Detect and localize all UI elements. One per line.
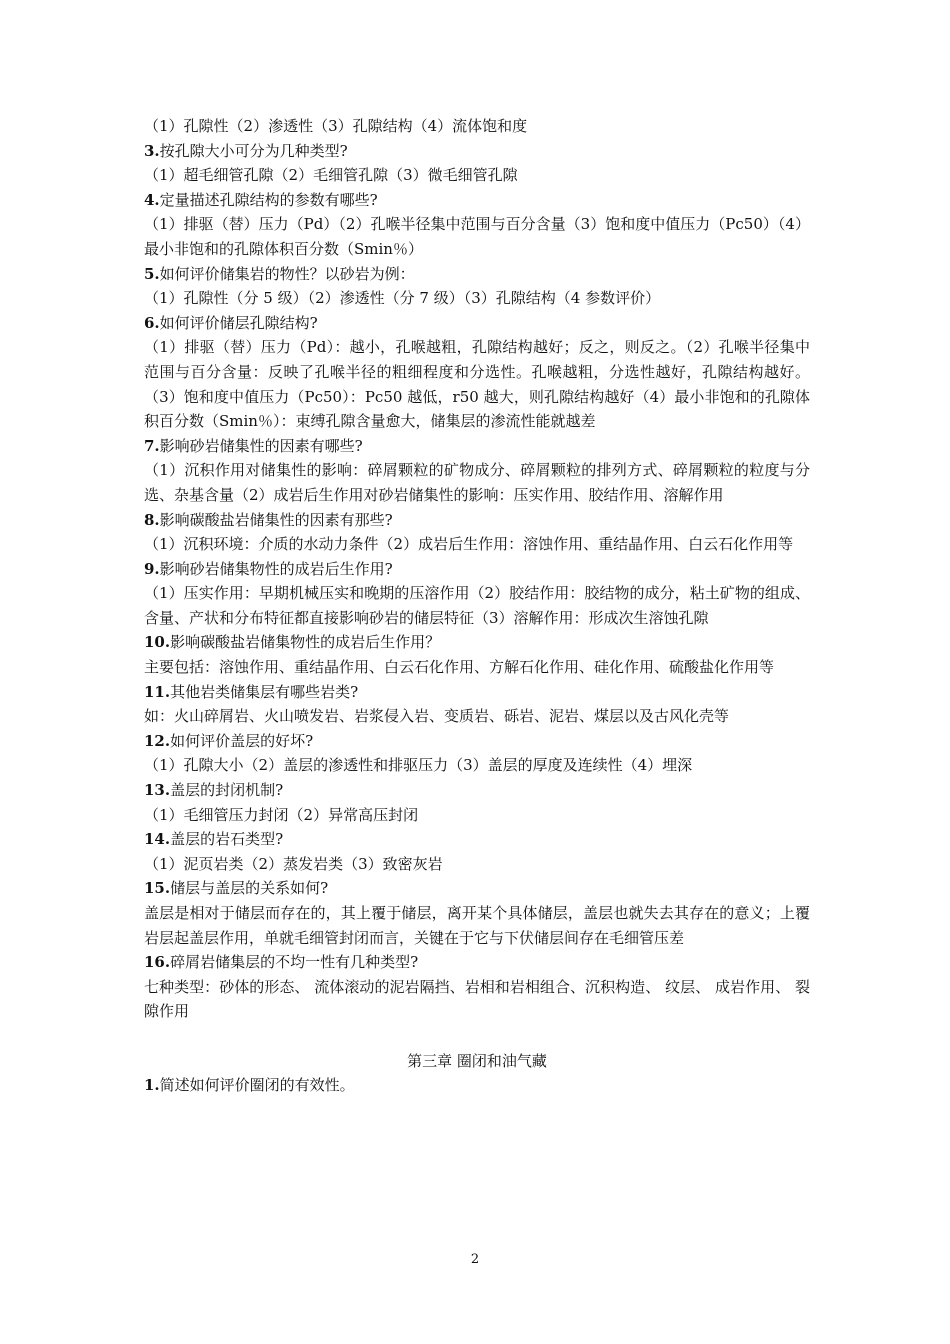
question-text: 影响砂岩储集物性的成岩后生作用? xyxy=(159,559,393,578)
question-text: 盖层的岩石类型? xyxy=(170,830,284,849)
question xyxy=(144,876,810,901)
question-number: 14. xyxy=(144,830,171,849)
answer-text: （1）排驱（替）压力（Pd）（2）孔喉半径集中范围与百分含量（3）饱和度中值压力（Pc50）（4）最小非饱和的孔隙体积百分数（Smin％） xyxy=(144,215,810,258)
answer-text: 如：火山碎屑岩、火山喷发岩、岩浆侵入岩、变质岩、砾岩、泥岩、煤层以及古风化壳等 xyxy=(144,707,730,726)
page-number: 2 xyxy=(470,1252,480,1267)
question-number: 3. xyxy=(144,141,160,160)
chapter-heading: 第三章 圈闭和油气藏 xyxy=(407,1051,547,1070)
question-text: 简述如何评价圈闭的有效性。 xyxy=(159,1076,355,1095)
question-number: 10. xyxy=(144,633,171,652)
question-number: 4. xyxy=(144,190,160,209)
question xyxy=(144,262,810,287)
question-text: 如何评价储集岩的物性？以砂岩为例： xyxy=(159,264,415,283)
question-number: 11. xyxy=(144,682,171,701)
question xyxy=(144,434,810,459)
question-number: 5. xyxy=(144,264,160,283)
answer-text: 七种类型：砂体的形态、 流体滚动的泥岩隔挡、岩相和岩相组合、沉积构造、 纹层、 成岩作用、 裂隙作用 xyxy=(144,977,810,1021)
question xyxy=(144,827,810,852)
question-number: 7. xyxy=(144,436,160,455)
question-text: 按孔隙大小可分为几种类型? xyxy=(159,141,348,160)
question xyxy=(144,139,810,164)
answer-text: （1）孔隙大小（2）盖层的渗透性和排驱压力（3）盖层的厚度及连续性（4）埋深 xyxy=(144,756,693,775)
answer-text: （1）压实作用：早期机械压实和晚期的压溶作用（2）胶结作用：胶结物的成分，粘土矿物的组成、含量、产状和分布特征都直接影响砂岩的储层特征（3）溶解作用：形成次生溶蚀孔隙 xyxy=(144,584,810,627)
answer-text: （1）孔隙性（2）渗透性（3）孔隙结构（4）流体饱和度 xyxy=(144,117,528,135)
question-text: 定量描述孔隙结构的参数有哪些? xyxy=(159,190,378,209)
question xyxy=(144,311,810,336)
question-text: 其他岩类储集层有哪些岩类? xyxy=(170,682,359,701)
question xyxy=(144,680,810,705)
document-body xyxy=(144,114,810,1098)
question xyxy=(144,508,810,533)
question-text: 如何评价盖层的好坏? xyxy=(170,731,314,750)
question-text: 如何评价储层孔隙结构? xyxy=(159,313,318,332)
answer-text: （1）毛细管压力封闭（2）异常高压封闭 xyxy=(144,805,419,824)
question-number: 15. xyxy=(144,879,171,898)
question-number: 6. xyxy=(144,313,160,332)
question-text: 碎屑岩储集层的不均一性有几种类型? xyxy=(170,953,419,972)
question xyxy=(144,188,810,213)
answer-text: 盖层是相对于储层而存在的，其上覆于储层，离开某个具体储层，盖层也就失去其存在的意义；上覆岩层起盖层作用，单就毛细管封闭而言，关键在于它与下伏储层间存在毛细管压差 xyxy=(144,904,810,947)
question-number: 8. xyxy=(144,510,160,529)
question xyxy=(144,950,810,975)
answer-text: （1）沉积环境：介质的水动力条件（2）成岩后生作用：溶蚀作用、重结晶作用、白云石化作用等 xyxy=(144,535,794,554)
question-text: 影响砂岩储集性的因素有哪些? xyxy=(159,436,363,455)
question xyxy=(144,630,810,655)
question-text: 影响碳酸盐岩储集性的因素有那些? xyxy=(159,510,393,529)
answer-text: 主要包括：溶蚀作用、重结晶作用、白云石化作用、方解石化作用、硅化作用、硫酸盐化作用等 xyxy=(144,658,775,677)
answer-text: （1）超毛细管孔隙（2）毛细管孔隙（3）微毛细管孔隙 xyxy=(144,166,518,185)
question-number: 9. xyxy=(144,559,160,578)
answer-text: （1）沉积作用对储集性的影响：碎屑颗粒的矿物成分、碎屑颗粒的排列方式、碎屑颗粒的粒度与分选、杂基含量（2）成岩后生作用对砂岩储集性的影响：压实作用、胶结作用、溶解作用 xyxy=(144,461,810,504)
answer-text: （1）泥页岩类（2）蒸发岩类（3）致密灰岩 xyxy=(144,854,443,873)
answer-text: （1）孔隙性（分 5 级）（2）渗透性（分 7 级）（3）孔隙结构（4 参数评价） xyxy=(144,289,661,308)
question-number: 12. xyxy=(144,731,171,750)
question xyxy=(144,1073,810,1098)
question-text: 影响碳酸盐岩储集物性的成岩后生作用？ xyxy=(170,633,441,652)
answer-text: （1）排驱（替）压力（Pd）：越小，孔喉越粗，孔隙结构越好；反之，则反之。（2）孔喉半径集中范围与百分含量：反映了孔喉半径的粗细程度和分选性。孔喉越粗，分选性越好，孔隙结构越好。（3）饱和度中值压力（Pc50）：Pc50 越低，r50 越大，则孔隙结构越好（4）最小非饱和的孔隙体积百分数（Smin％）：束缚孔隙含量愈大，储集层的渗流性能就越差 xyxy=(144,338,810,431)
question-text: 盖层的封闭机制? xyxy=(170,781,284,800)
question-number: 13. xyxy=(144,781,171,800)
question-number: 1. xyxy=(144,1076,160,1095)
question-text: 储层与盖层的关系如何? xyxy=(170,879,329,898)
question xyxy=(144,778,810,803)
question xyxy=(144,729,810,754)
question-number: 16. xyxy=(144,953,171,972)
question xyxy=(144,557,810,582)
